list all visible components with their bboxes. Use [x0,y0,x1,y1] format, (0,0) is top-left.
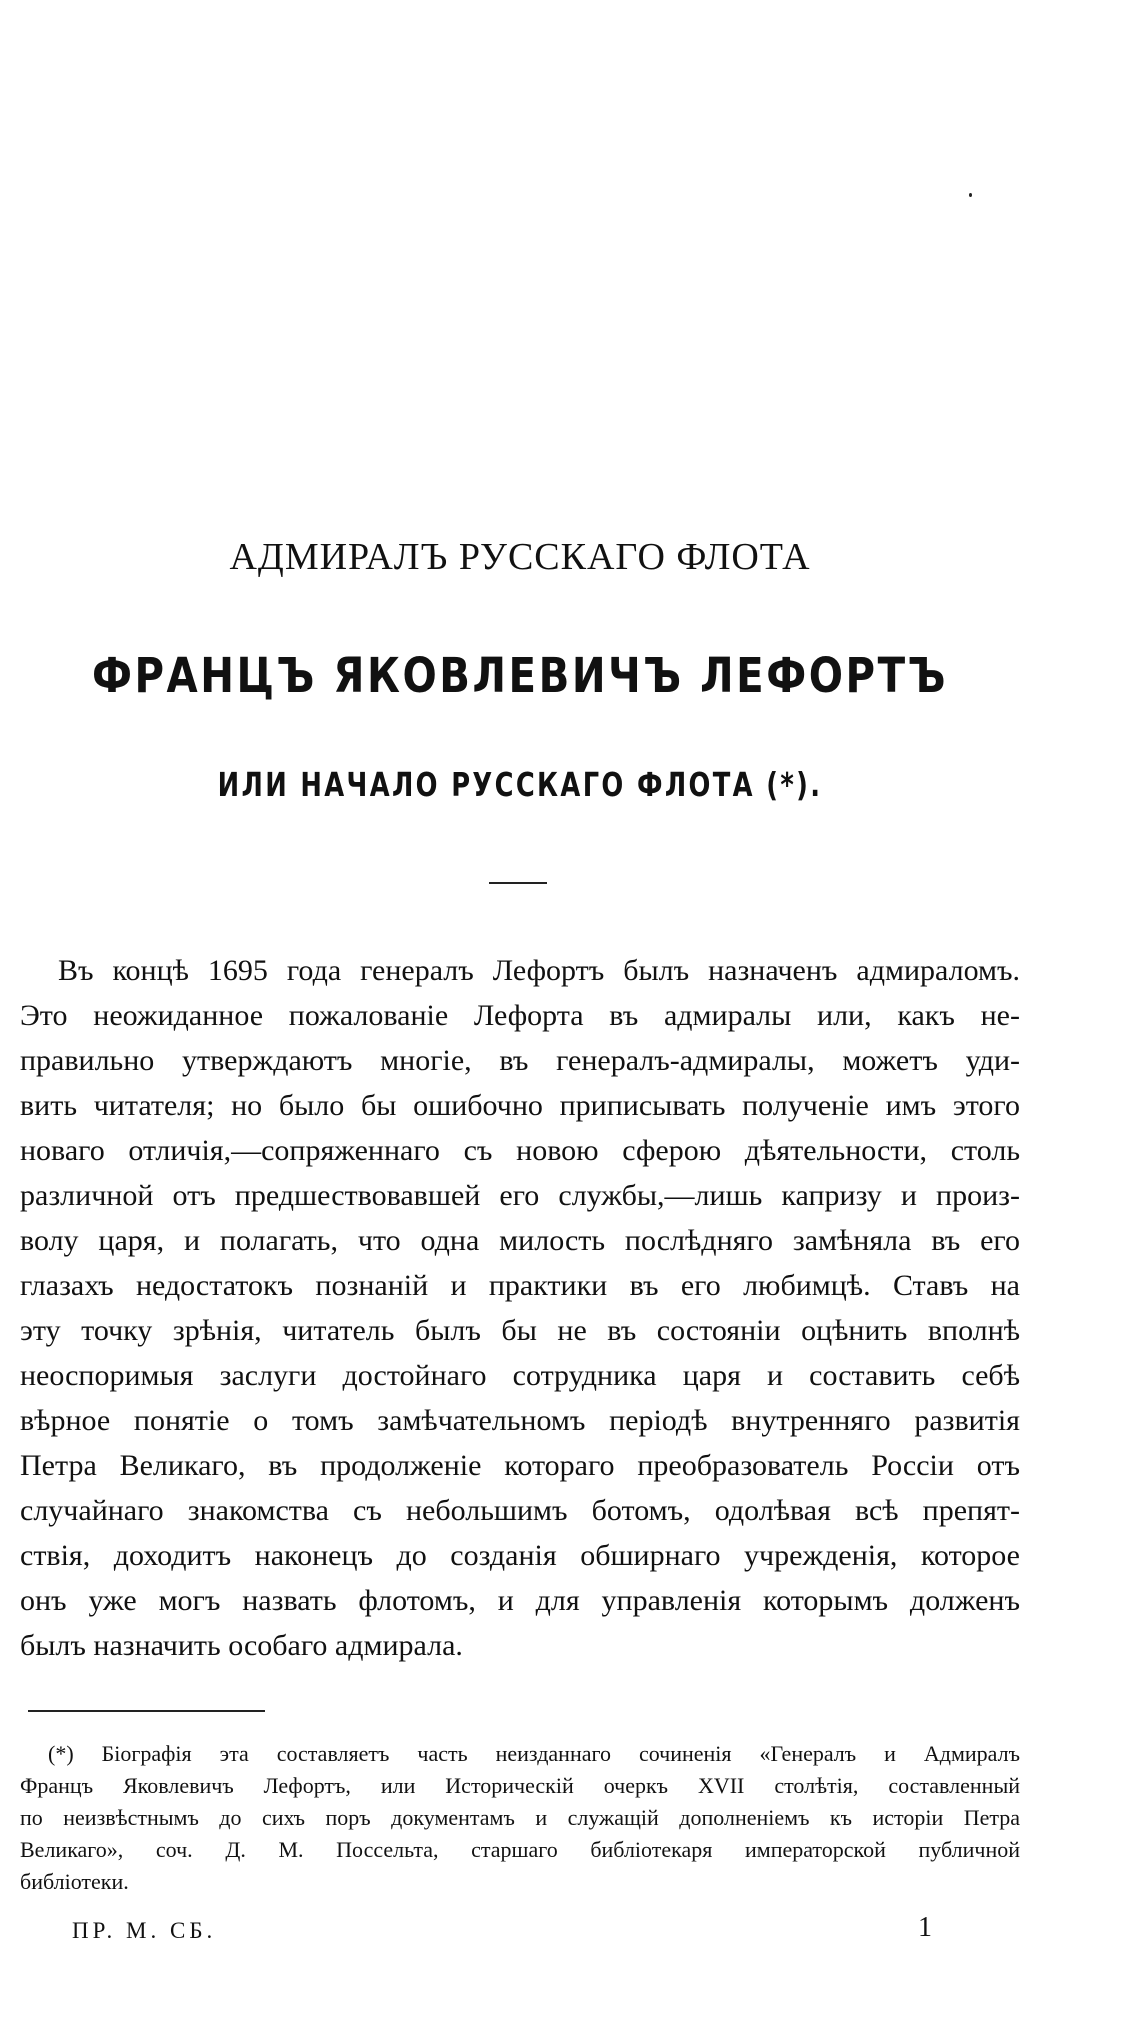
page-number: 1 [918,1912,932,1943]
footnote-line: Францъ Яковлевичъ Лефортъ, или Историческій очеркъ XVII столѣтія, составленный [20,1773,1020,1798]
main-title: ФРАНЦЪ ЯКОВЛЕВИЧЪ ЛЕФОРТЪ [91,648,949,704]
body-line: Петра Великаго, въ продолженіе котораго преобразователь Россіи отъ [20,1449,1020,1482]
body-line: былъ назначить особаго адмирала. [20,1629,463,1662]
signature-mark: ПР. М. СБ. [72,1918,217,1943]
footnote-line: Великаго», соч. Д. М. Поссельта, старшаго библіотекаря императорской публичной [20,1837,1020,1862]
body-line: онъ уже могъ назвать флотомъ, и для управленія которымъ долженъ [20,1584,1020,1617]
footnote [20,1738,1020,1898]
body-line: Это неожиданное пожалованіе Лефорта въ адмиралы или, какъ не- [20,999,1020,1032]
body-line: правильно утверждаютъ многіе, въ генералъ-адмиралы, можетъ уди- [20,1044,1020,1077]
title-divider [489,882,547,884]
body-line: различной отъ предшествовавшей его службы,—лишь капризу и произ- [20,1179,1020,1212]
body-line: вить читателя; но было бы ошибочно приписывать полученіе имъ этого [20,1089,1020,1122]
body-line: ствія, доходитъ наконецъ до созданія обширнаго учрежденія, которое [20,1539,1020,1572]
body-line: волу царя, и полагать, что одна милость послѣдняго замѣняла въ его [20,1224,1020,1257]
body-line: неоспоримыя заслуги достойнаго сотрудника царя и составить себѣ [20,1359,1020,1392]
footnote-line: библіотеки. [20,1869,129,1894]
footnote-divider [28,1710,265,1712]
footnote-line: (*) Біографія эта составляетъ часть неизданнаго сочиненія «Генералъ и Адмиралъ [48,1741,1020,1766]
body-line: вѣрное понятіе о томъ замѣчательномъ періодѣ внутренняго развитія [20,1404,1020,1437]
body-paragraph [20,948,1020,1668]
subtitle: ИЛИ НАЧАЛО РУССКАГО ФЛОТА (*). [217,765,823,804]
body-line: глазахъ недостатокъ познаній и практики въ его любимцѣ. Ставъ на [20,1269,1020,1302]
body-line: эту точку зрѣнія, читатель былъ бы не въ состояніи оцѣнить вполнѣ [20,1314,1020,1347]
print-speck [969,193,972,197]
supertitle: АДМИРАЛЪ РУССКАГО ФЛОТА [229,536,811,578]
footnote-line: по неизвѣстнымъ до сихъ поръ документамъ и служащій дополненіемъ къ исторіи Петра [20,1805,1020,1830]
body-line: Въ концѣ 1695 года генералъ Лефортъ былъ назначенъ адмираломъ. [58,954,1020,987]
body-line: случайнаго знакомства съ небольшимъ ботомъ, одолѣвая всѣ препят- [20,1494,1020,1527]
body-line: новаго отличія,—сопряженнаго съ новою сферою дѣятельности, столь [20,1134,1020,1167]
